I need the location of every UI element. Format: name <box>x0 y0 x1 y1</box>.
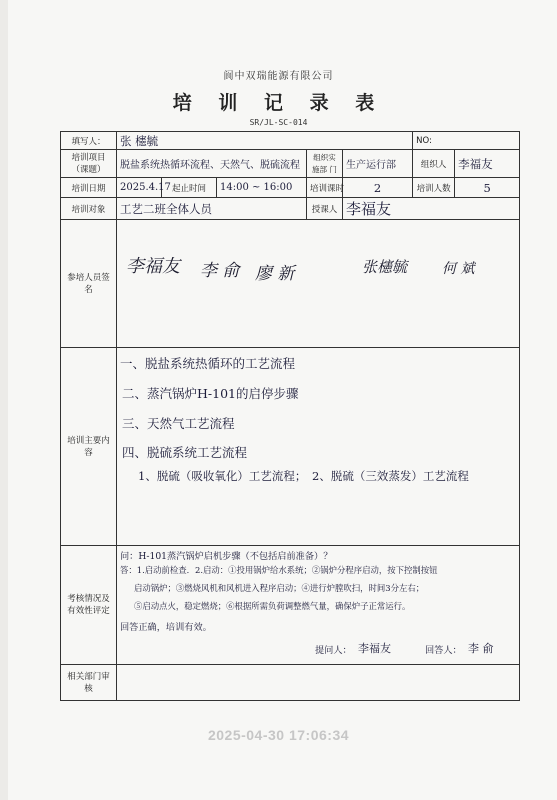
project-text: 脱盐系统热循环流程、天然气、脱硫流程 <box>120 160 300 171</box>
count-text: 5 <box>483 180 491 195</box>
date-value[interactable] <box>117 178 171 198</box>
hours-value[interactable] <box>343 178 413 198</box>
project-label: 培训项目（课题） <box>61 150 117 178</box>
hours-text: 2 <box>373 180 382 195</box>
no-label: NO: <box>416 135 432 146</box>
target-value[interactable] <box>117 198 307 220</box>
content-area <box>120 348 516 545</box>
questioner-name: 李福友 <box>358 642 391 655</box>
organizer-text: 李福友 <box>458 156 493 171</box>
org-label: 组织实施部 门 <box>307 150 343 178</box>
assessment-answer-2: 启动锅炉；③燃烧风机和风机进入程序启动；④进行炉膛吹扫，时间3分左右； <box>134 583 425 593</box>
filler-value[interactable] <box>117 132 413 150</box>
assessment-conclusion: 回答正确，培训有效。 <box>120 622 212 633</box>
content-line-1: 一、脱盐系统热循环的工艺流程 <box>120 356 296 371</box>
target-label: 培训对象 <box>61 198 117 220</box>
signature-2: 李 俞 <box>200 261 240 281</box>
content-line-5: 1、脱硫（吸收氧化）工艺流程； <box>138 469 307 483</box>
signature-area <box>120 220 516 347</box>
participants-label: 参培人员签名 <box>61 220 117 348</box>
questioner-label: 提问人： <box>315 645 352 656</box>
answerer-name: 李 俞 <box>468 642 494 655</box>
assessment-value[interactable] <box>117 546 520 665</box>
review-value[interactable] <box>117 665 520 701</box>
date-label: 培训日期 <box>61 178 117 198</box>
form-code: SR/JL-SC-014 <box>249 118 308 127</box>
time-value[interactable] <box>217 178 307 198</box>
time-label: 起止时间 <box>162 178 217 198</box>
content-value[interactable] <box>117 348 520 546</box>
filler-label: 填写人： <box>61 132 117 150</box>
lecturer-value[interactable] <box>343 198 520 220</box>
hours-label: 培训课时 <box>307 178 343 198</box>
row-filler <box>61 132 520 150</box>
filler-name: 张 櫶毓 <box>120 133 159 148</box>
signature-5: 何 斌 <box>442 261 475 277</box>
training-record-table <box>60 131 520 701</box>
no-field[interactable] <box>413 132 520 150</box>
date-text: 2025.4.17 <box>120 182 171 193</box>
timestamp-watermark: 2025-04-30 17:06:34 <box>207 727 350 743</box>
assessment-question: 问：H-101蒸汽锅炉启机步骤（不包括启前准备）？ <box>120 551 333 562</box>
answerer-label: 回答人： <box>425 645 462 656</box>
content-line-3: 三、天然气工艺流程 <box>122 416 235 431</box>
company-name: 阆中双瑞能源有限公司 <box>223 71 334 82</box>
organizer-value[interactable] <box>455 150 520 178</box>
row-content <box>61 348 520 546</box>
assessment-answer-3: ⑤启动点火，稳定燃烧；⑥根据所需负荷调整燃气量，确保炉子正常运行。 <box>134 601 411 611</box>
organizer-label: 组织人 <box>413 150 455 178</box>
row-assessment <box>61 546 520 665</box>
content-line-2: 二、蒸汽锅炉H-101的启停步骤 <box>122 386 299 401</box>
row-project <box>61 150 520 178</box>
signature-4: 张櫶毓 <box>362 258 408 276</box>
org-text: 生产运行部 <box>346 160 396 171</box>
lecturer-label: 授课人 <box>307 198 343 220</box>
count-label: 培训人数 <box>413 178 455 198</box>
review-label: 相关部门审核 <box>61 665 117 701</box>
row-target <box>61 198 520 220</box>
participants-signatures[interactable] <box>117 220 520 348</box>
content-line-6: 2、脱硫（三效蒸发）工艺流程 <box>312 469 469 483</box>
content-line-4: 四、脱硫系统工艺流程 <box>122 445 248 460</box>
form-title: 培 训 记 录 表 <box>172 92 385 114</box>
content-label: 培训主要内容 <box>61 348 117 546</box>
signature-3: 廖 新 <box>255 264 295 284</box>
org-value[interactable] <box>343 150 413 178</box>
lecturer-text: 李福友 <box>346 200 392 218</box>
row-review <box>61 665 520 701</box>
signature-1: 李福友 <box>126 256 180 277</box>
project-value[interactable] <box>117 150 307 178</box>
row-date <box>61 178 520 198</box>
assessment-area <box>120 546 516 664</box>
assessment-answer-1: 答：1.启动前检查．2.启动：①投用锅炉给水系统；②锅炉分程序启动，按下控制按钮 <box>120 565 438 575</box>
row-participants <box>61 220 520 348</box>
count-value[interactable] <box>455 178 520 198</box>
time-text: 14:00 ~ 16:00 <box>220 182 293 193</box>
target-text: 工艺二班全体人员 <box>120 201 212 216</box>
assessment-label: 考核情况及有效性评定 <box>61 546 117 665</box>
